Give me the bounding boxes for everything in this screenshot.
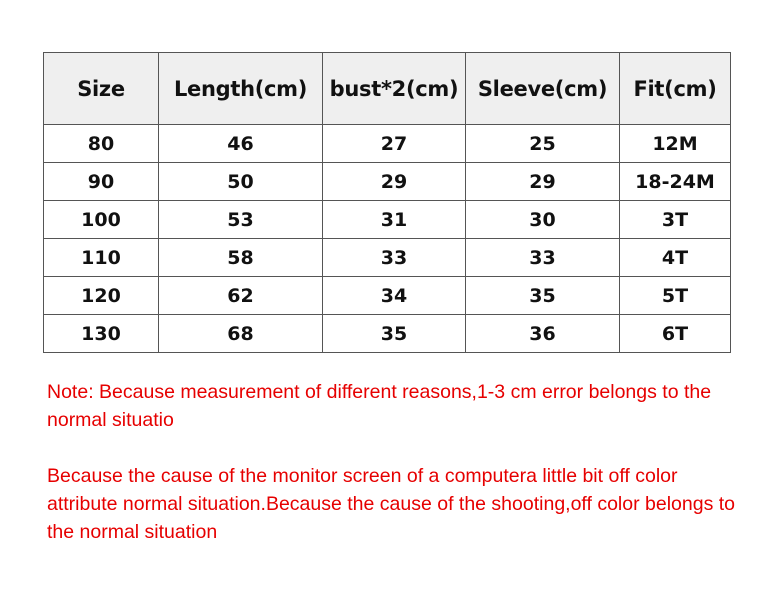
cell-size: 130 xyxy=(44,315,159,353)
table-row xyxy=(44,201,731,239)
cell-sleeve: 33 xyxy=(466,239,620,277)
cell-fit: 4T xyxy=(620,239,731,277)
header-length: Length(cm) xyxy=(159,53,323,125)
table-header-row xyxy=(44,53,731,125)
cell-size: 80 xyxy=(44,125,159,163)
cell-sleeve: 29 xyxy=(466,163,620,201)
cell-length: 50 xyxy=(159,163,323,201)
table-row xyxy=(44,125,731,163)
table-row xyxy=(44,315,731,353)
cell-fit: 12M xyxy=(620,125,731,163)
header-bust: bust*2(cm) xyxy=(323,53,466,125)
cell-size: 120 xyxy=(44,277,159,315)
table-row xyxy=(44,277,731,315)
cell-bust: 29 xyxy=(323,163,466,201)
measurement-error-note: Note: Because measurement of different reasons,1-3 cm error belongs to the normal situatio xyxy=(47,381,712,431)
cell-sleeve: 36 xyxy=(466,315,620,353)
cell-length: 62 xyxy=(159,277,323,315)
cell-bust: 27 xyxy=(323,125,466,163)
cell-bust: 33 xyxy=(323,239,466,277)
cell-fit: 18-24M xyxy=(620,163,731,201)
cell-length: 68 xyxy=(159,315,323,353)
cell-bust: 31 xyxy=(323,201,466,239)
cell-length: 58 xyxy=(159,239,323,277)
cell-bust: 35 xyxy=(323,315,466,353)
table-row xyxy=(44,163,731,201)
cell-sleeve: 25 xyxy=(466,125,620,163)
header-size: Size xyxy=(44,53,159,125)
cell-size: 110 xyxy=(44,239,159,277)
color-difference-note: Because the cause of the monitor screen of a computera little bit off color attribute normal situation.Because the cause of the shooting,off color belongs to the normal situation xyxy=(47,465,735,543)
cell-fit: 3T xyxy=(620,201,731,239)
cell-sleeve: 30 xyxy=(466,201,620,239)
cell-size: 90 xyxy=(44,163,159,201)
table-row xyxy=(44,239,731,277)
cell-bust: 34 xyxy=(323,277,466,315)
cell-size: 100 xyxy=(44,201,159,239)
size-chart-table xyxy=(43,52,731,353)
cell-fit: 5T xyxy=(620,277,731,315)
header-sleeve: Sleeve(cm) xyxy=(466,53,620,125)
cell-sleeve: 35 xyxy=(466,277,620,315)
cell-length: 46 xyxy=(159,125,323,163)
cell-length: 53 xyxy=(159,201,323,239)
header-fit: Fit(cm) xyxy=(620,53,731,125)
cell-fit: 6T xyxy=(620,315,731,353)
